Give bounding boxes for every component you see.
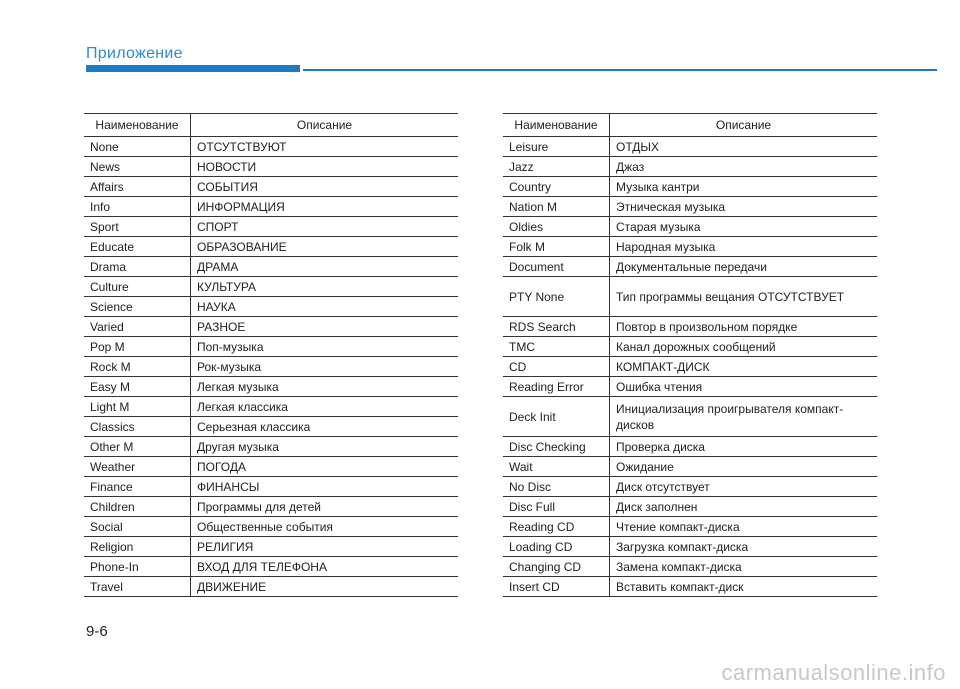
table-row bbox=[84, 577, 458, 597]
cell-description: ВХОД ДЛЯ ТЕЛЕФОНА bbox=[191, 557, 459, 577]
table-row bbox=[503, 437, 877, 457]
cell-description: ФИНАНСЫ bbox=[191, 477, 459, 497]
section-title: Приложение bbox=[86, 45, 183, 62]
cell-description: РЕЛИГИЯ bbox=[191, 537, 459, 557]
cell-description: Ошибка чтения bbox=[610, 377, 878, 397]
cell-name: Affairs bbox=[84, 177, 191, 197]
cell-name: Wait bbox=[503, 457, 610, 477]
cell-description: ДРАМА bbox=[191, 257, 459, 277]
cell-name: Weather bbox=[84, 457, 191, 477]
table-row bbox=[84, 537, 458, 557]
table-row bbox=[503, 517, 877, 537]
table-row bbox=[503, 277, 877, 317]
table-row bbox=[503, 177, 877, 197]
header-rule bbox=[303, 69, 937, 71]
table-header-row bbox=[84, 114, 458, 137]
cell-name: Reading Error bbox=[503, 377, 610, 397]
table-row bbox=[503, 317, 877, 337]
cell-name: No Disc bbox=[503, 477, 610, 497]
table-row bbox=[84, 277, 458, 297]
header-accent-bar bbox=[86, 65, 300, 72]
cell-name: News bbox=[84, 157, 191, 177]
cell-name: Religion bbox=[84, 537, 191, 557]
column-header-description: Описание bbox=[610, 114, 878, 137]
cell-name: Changing CD bbox=[503, 557, 610, 577]
cell-name: Disc Full bbox=[503, 497, 610, 517]
cell-description: Общественные события bbox=[191, 517, 459, 537]
table-row bbox=[84, 357, 458, 377]
cell-description: РАЗНОЕ bbox=[191, 317, 459, 337]
table-row bbox=[84, 177, 458, 197]
table-row bbox=[84, 197, 458, 217]
cell-description: Диск отсутствует bbox=[610, 477, 878, 497]
cell-description: СОБЫТИЯ bbox=[191, 177, 459, 197]
cell-name: Easy M bbox=[84, 377, 191, 397]
table-row bbox=[84, 437, 458, 457]
cell-name: Drama bbox=[84, 257, 191, 277]
table-row bbox=[503, 537, 877, 557]
watermark: carmanualsonline.info bbox=[721, 660, 946, 685]
column-header-description: Описание bbox=[191, 114, 459, 137]
cell-name: Children bbox=[84, 497, 191, 517]
cell-name: TMC bbox=[503, 337, 610, 357]
cell-description: ИНФОРМАЦИЯ bbox=[191, 197, 459, 217]
page-number: 9-6 bbox=[86, 623, 108, 640]
table-header-row bbox=[503, 114, 877, 137]
table-row bbox=[503, 157, 877, 177]
table-row bbox=[503, 337, 877, 357]
table-row bbox=[84, 217, 458, 237]
cell-name: Folk M bbox=[503, 237, 610, 257]
cell-name: Travel bbox=[84, 577, 191, 597]
cell-description: КОМПАКТ-ДИСК bbox=[610, 357, 878, 377]
table-row bbox=[84, 337, 458, 357]
cell-name: CD bbox=[503, 357, 610, 377]
table-row bbox=[84, 377, 458, 397]
cell-name: Educate bbox=[84, 237, 191, 257]
cell-description: Легкая музыка bbox=[191, 377, 459, 397]
table-row bbox=[503, 257, 877, 277]
table-row bbox=[84, 237, 458, 257]
pty-table-left bbox=[84, 113, 458, 597]
cell-name: Sport bbox=[84, 217, 191, 237]
cell-name: Document bbox=[503, 257, 610, 277]
cell-name: Varied bbox=[84, 317, 191, 337]
cell-description: СПОРТ bbox=[191, 217, 459, 237]
cell-name: Classics bbox=[84, 417, 191, 437]
table-row bbox=[84, 257, 458, 277]
table-row bbox=[84, 157, 458, 177]
cell-description: НОВОСТИ bbox=[191, 157, 459, 177]
cell-description: КУЛЬТУРА bbox=[191, 277, 459, 297]
cell-description: Проверка диска bbox=[610, 437, 878, 457]
cell-description: Загрузка компакт-диска bbox=[610, 537, 878, 557]
table-row bbox=[503, 377, 877, 397]
table-row bbox=[503, 197, 877, 217]
cell-description: Программы для детей bbox=[191, 497, 459, 517]
cell-name: Pop M bbox=[84, 337, 191, 357]
cell-description: Вставить компакт-диск bbox=[610, 577, 878, 597]
table-row bbox=[84, 517, 458, 537]
table-row bbox=[84, 137, 458, 157]
table-row bbox=[84, 397, 458, 417]
cell-description: ДВИЖЕНИЕ bbox=[191, 577, 459, 597]
cell-description: Документальные передачи bbox=[610, 257, 878, 277]
cell-name: Culture bbox=[84, 277, 191, 297]
cell-description: Музыка кантри bbox=[610, 177, 878, 197]
cell-description: Канал дорожных сообщений bbox=[610, 337, 878, 357]
table-row bbox=[503, 357, 877, 377]
cell-name: Social bbox=[84, 517, 191, 537]
cell-description: Инициализация проигрывателя компакт-дисков bbox=[610, 397, 878, 437]
cell-name: Finance bbox=[84, 477, 191, 497]
table-row bbox=[503, 457, 877, 477]
table-row bbox=[503, 397, 877, 437]
table-row bbox=[503, 497, 877, 517]
table-row bbox=[84, 317, 458, 337]
cell-description: Старая музыка bbox=[610, 217, 878, 237]
table-row bbox=[84, 417, 458, 437]
cell-name: Loading CD bbox=[503, 537, 610, 557]
cell-name: Country bbox=[503, 177, 610, 197]
cell-name: PTY None bbox=[503, 277, 610, 317]
cell-description: Диск заполнен bbox=[610, 497, 878, 517]
cell-description: Серьезная классика bbox=[191, 417, 459, 437]
cell-name: Jazz bbox=[503, 157, 610, 177]
cell-description: ОБРАЗОВАНИЕ bbox=[191, 237, 459, 257]
cell-name: Disc Checking bbox=[503, 437, 610, 457]
cell-description: Джаз bbox=[610, 157, 878, 177]
table-row bbox=[84, 477, 458, 497]
column-header-name: Наименование bbox=[84, 114, 191, 137]
cell-description: Легкая классика bbox=[191, 397, 459, 417]
table-row bbox=[503, 477, 877, 497]
cell-description: Ожидание bbox=[610, 457, 878, 477]
cell-description: ОТДЫХ bbox=[610, 137, 878, 157]
cell-name: Deck Init bbox=[503, 397, 610, 437]
cell-description: Поп-музыка bbox=[191, 337, 459, 357]
cell-name: Light M bbox=[84, 397, 191, 417]
cell-description: Чтение компакт-диска bbox=[610, 517, 878, 537]
cell-name: Phone-In bbox=[84, 557, 191, 577]
table-row bbox=[84, 457, 458, 477]
cell-name: Nation M bbox=[503, 197, 610, 217]
cell-name: Reading CD bbox=[503, 517, 610, 537]
cell-description: Народная музыка bbox=[610, 237, 878, 257]
table-row bbox=[84, 497, 458, 517]
cell-name: Oldies bbox=[503, 217, 610, 237]
cell-name: Other M bbox=[84, 437, 191, 457]
table-row bbox=[503, 557, 877, 577]
cell-description: Повтор в произвольном порядке bbox=[610, 317, 878, 337]
cell-description: ОТСУТСТВУЮТ bbox=[191, 137, 459, 157]
table-row bbox=[503, 577, 877, 597]
pty-table-right bbox=[503, 113, 877, 597]
table-row bbox=[503, 217, 877, 237]
column-header-name: Наименование bbox=[503, 114, 610, 137]
table-row bbox=[84, 557, 458, 577]
cell-description: ПОГОДА bbox=[191, 457, 459, 477]
cell-description: Другая музыка bbox=[191, 437, 459, 457]
cell-description: НАУКА bbox=[191, 297, 459, 317]
table-row bbox=[503, 237, 877, 257]
cell-name: Science bbox=[84, 297, 191, 317]
cell-name: Leisure bbox=[503, 137, 610, 157]
cell-description: Рок-музыка bbox=[191, 357, 459, 377]
cell-description: Тип программы вещания ОТСУТСТВУЕТ bbox=[610, 277, 878, 317]
cell-description: Замена компакт-диска bbox=[610, 557, 878, 577]
table-row bbox=[84, 297, 458, 317]
cell-name: Info bbox=[84, 197, 191, 217]
cell-name: Rock M bbox=[84, 357, 191, 377]
cell-name: RDS Search bbox=[503, 317, 610, 337]
cell-name: Insert CD bbox=[503, 577, 610, 597]
cell-description: Этническая музыка bbox=[610, 197, 878, 217]
table-row bbox=[503, 137, 877, 157]
cell-name: None bbox=[84, 137, 191, 157]
